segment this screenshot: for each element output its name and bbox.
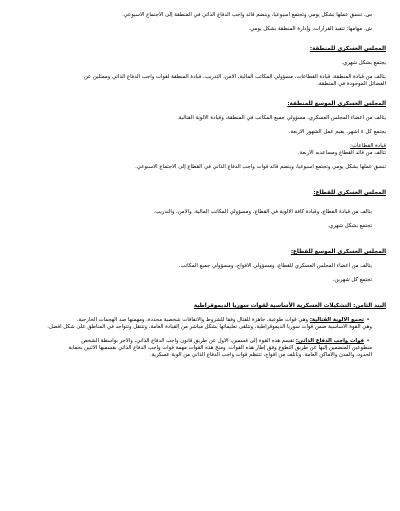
bullet-text: تقسم هذه القوة إلى قسمين، الأول عن طريق قانون واجب الدفاع الذاتي، والآخر بواسطة الشخص xyxy=(81,338,296,344)
text-line: يتألف من قيادة المنطقة، قيادة القطاعات، مسؤولي المكاتب المالية، الأمن، التدريب، قيادة المنطقة لقوات واجب الدفاع الذاتي وممثلين عن xyxy=(84,74,386,80)
text-line: تتألف من قائد القطاع ومساعديه الأربعة. xyxy=(298,150,386,156)
text-line: الحدود، والمدن والأماكن العامة. وبأنلف من أفواج، تنتظم قوات واجب الدفاع الذاتي من ألوية عسكرية. xyxy=(149,352,372,358)
bullet-title: تجمع الألوية القتالية: xyxy=(309,317,364,323)
section-heading: المجلس العسكري للمنطقة: xyxy=(309,46,386,52)
text-line: وهي القوة الأساسية ضمن قوات سوريا الديموقراطية، وتتلقى تعليماتها بشكل مباشر من القيادة العامة، وتتنقل وتتواجد في المناطق على شكل أفضل. xyxy=(47,324,372,330)
text-line: يتألف من قيادة القطاع، وقيادة كافة الألوية في القطاع، ومسؤولي المكاتب المالية، والأمن، والتدريب. xyxy=(153,209,372,215)
text-line: تنسق عملها بشكل يومي وتجتمع اسبوعياً، وينضم قائد قوات واجب الدفاع الذاتي في القطاع إلى الاجتماع الاسبوعي. xyxy=(135,164,386,170)
bullet-title: قوات واجب الدفاع الذاتي: xyxy=(295,338,364,344)
text-line: يجتمع كل ٤ أشهر. يقيم عمل الشهور الأربعة. xyxy=(288,129,386,135)
section-heading: المجلس العسكري الموسع للمنطقة: xyxy=(287,101,386,107)
text-line: ش. مهامها: تنفيذ القرارات، وإدارة المنطقة بشكل يومي. xyxy=(248,26,372,32)
text-line: س. تنسق عملها بشكل يومي وتجتمع اسبوعياً، وينضم قائد واجب الدفاع الذاتي في المنطقة إلى الاجتماع الاسبوعي. xyxy=(121,12,372,18)
subheading: قيادة القطاعات: xyxy=(350,143,386,149)
bullet-text: وهي قوات طوعية، جاهزة للقتال وفقاً للشروط والاتفاقات شخصية محددة، ومهمتها صد الهجمات الخارجية، xyxy=(76,317,310,323)
text-line: منطوعين المنضمين إليها عن طريق التطوع وفق إطار هذه القوات. ومنح هذه القوات مهمة قوات واجب الدفاع الذاتي بقسميها الاثنين بحماية xyxy=(68,345,372,351)
section-heading: المجلس العسكري الموسع للقطاع: xyxy=(290,249,386,255)
bullet-icon: • xyxy=(366,338,370,344)
text-line: يتألف من أعضاء المجلس العسكري للقطاع، ومسؤولي الأفواج، ومسؤولي جميع المكاتب. xyxy=(178,263,372,269)
bullet-item xyxy=(14,338,372,345)
article-heading: البند الثامن: التشكيلات العسكرية الأساسية لقوات سوريا الديموقراطية xyxy=(193,303,386,309)
text-line: يتألف من أعضاء المجلس العسكري، مسؤولي جميع المكاتب في المنطقة، وقيادة الألوية القتالية. xyxy=(177,115,386,121)
text-line: يجتمع بشكل شهري. xyxy=(341,60,386,66)
bullet-icon: • xyxy=(366,317,370,323)
text-line: تجتمع بشكل شهري. xyxy=(327,223,372,229)
text-line: تجتمع كل شهرين. xyxy=(332,277,372,283)
text-line: الفصائل الموجودة في المنطقة. xyxy=(317,81,386,87)
bullet-item xyxy=(14,317,372,324)
section-heading: المجلس العسكري للقطاع: xyxy=(313,190,386,196)
